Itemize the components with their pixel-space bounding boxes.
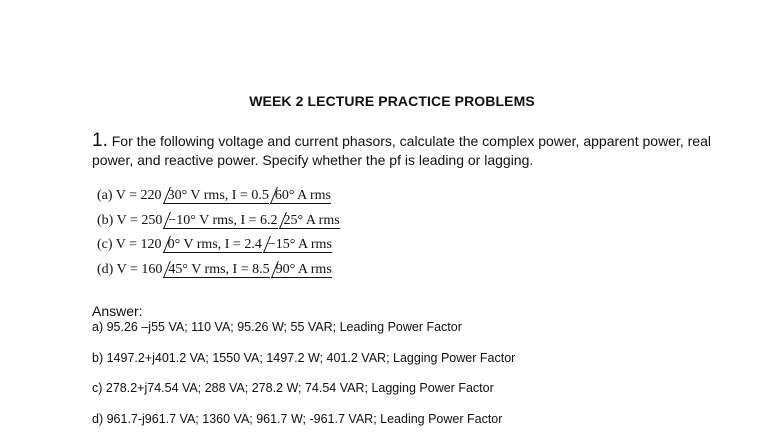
answer-item-b: b) 1497.2+j401.2 VA; 1550 VA; 1497.2 W; 401.2 VAR; Lagging Power Factor [92,351,515,382]
phasor-item-a [97,188,340,213]
phasor-label: (a) [97,188,113,203]
phasor-voltage-angle: 0° V rms, I = 2.4 [163,237,262,253]
answer-item-d: d) 961.7-j961.7 VA; 1360 VA; 961.7 W; -961.7 VAR; Leading Power Factor [92,412,515,442]
phasor-voltage-magnitude: V = 220 [116,188,162,203]
phasor-voltage-magnitude: V = 160 [117,262,163,277]
phasor-label: (d) [97,262,113,277]
phasor-voltage-magnitude: V = 250 [117,213,163,228]
phasor-voltage-magnitude: V = 120 [116,237,162,252]
answer-heading: Answer: [92,303,143,319]
problem-number: 1. [92,130,108,151]
phasor-label: (c) [97,237,113,252]
phasor-current-angle: 25° A rms [279,213,340,229]
page-title: WEEK 2 LECTURE PRACTICE PROBLEMS [0,93,784,109]
phasor-voltage-angle: −10° V rms, I = 6.2 [163,213,277,229]
phasor-current-angle: 90° A rms [271,262,332,278]
answer-item-c: c) 278.2+j74.54 VA; 288 VA; 278.2 W; 74.54 VAR; Lagging Power Factor [92,381,515,412]
answer-item-a: a) 95.26 –j55 VA; 110 VA; 95.26 W; 55 VAR; Leading Power Factor [92,320,515,351]
problem-text: For the following voltage and current phasors, calculate the complex power, apparent power, real power, and reactive power. Specify whether the pf is leading or lagging. [92,133,711,168]
phasor-current-angle: 60° A rms [270,188,331,204]
phasor-voltage-angle: 45° V rms, I = 8.5 [163,262,269,278]
phasor-item-d [97,262,340,287]
problem-statement [92,131,712,170]
phasor-current-angle: −15° A rms [263,237,332,253]
phasor-item-c [97,237,340,262]
answer-list [92,320,515,442]
phasor-label: (b) [97,213,113,228]
phasor-list [97,188,340,286]
phasor-voltage-angle: 30° V rms, I = 0.5 [163,188,269,204]
phasor-item-b [97,213,340,238]
